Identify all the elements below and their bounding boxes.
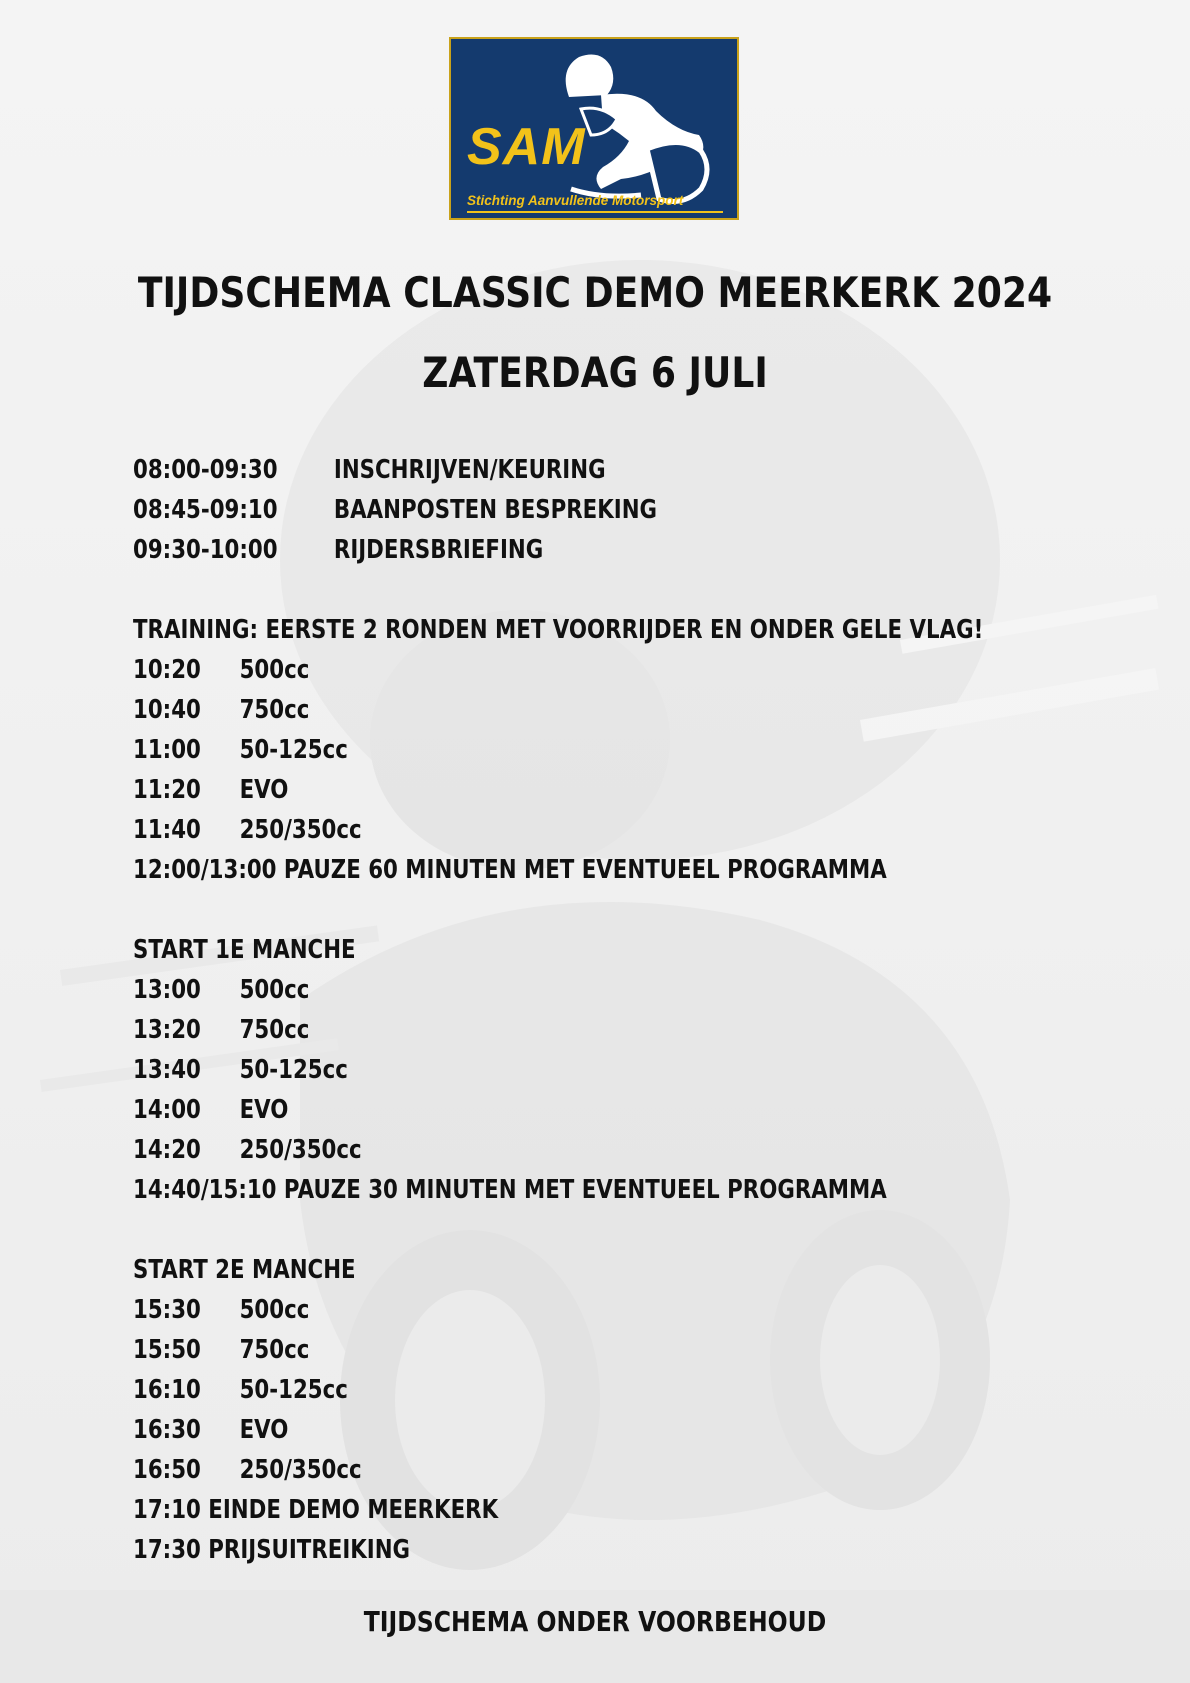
training-heading: TRAINING: EERSTE 2 RONDEN MET VOORRIJDER EN ONDER GELE VLAG! [133, 615, 984, 645]
logo-subtitle: Stichting Aanvullende Motorsport [467, 193, 684, 208]
schedule-row: 13:00 500cc [133, 975, 310, 1005]
schedule-row: 11:40 250/350cc [133, 815, 362, 845]
schedule-row: 15:30 500cc [133, 1295, 310, 1325]
schedule-row: 11:00 50-125cc [133, 735, 348, 765]
schedule-row: 10:20 500cc [133, 655, 310, 685]
end-row: 17:10 EINDE DEMO MEERKERK [133, 1495, 499, 1525]
schedule-row: 14:00 EVO [133, 1095, 289, 1125]
schedule-row: 08:00-09:30 INSCHRIJVEN/KEURING [133, 455, 606, 485]
schedule-row: 11:20 EVO [133, 775, 289, 805]
schedule-row: 08:45-09:10 BAANPOSTEN BESPREKING [133, 495, 658, 525]
break-row: 14:40/15:10 PAUZE 30 MINUTEN MET EVENTUEEL PROGRAMMA [133, 1175, 887, 1205]
schedule-row: 13:40 50-125cc [133, 1055, 348, 1085]
schedule-row: 15:50 750cc [133, 1335, 310, 1365]
schedule-row: 16:10 50-125cc [133, 1375, 348, 1405]
disclaimer: TIJDSCHEMA ONDER VOORBEHOUD [363, 1605, 827, 1638]
schedule-row: 16:30 EVO [133, 1415, 289, 1445]
schedule-row: 10:40 750cc [133, 695, 310, 725]
schedule-row: 09:30-10:00 RIJDERSBRIEFING [133, 535, 544, 565]
page-date: ZATERDAG 6 JULI [422, 348, 768, 397]
manche2-heading: START 2E MANCHE [133, 1255, 356, 1285]
schedule [133, 450, 1133, 1570]
schedule-row: 13:20 750cc [133, 1015, 310, 1045]
logo-wordmark: SAM [467, 118, 586, 176]
prize-row: 17:30 PRIJSUITREIKING [133, 1535, 411, 1565]
sam-logo [449, 37, 739, 220]
schedule-row: 14:20 250/350cc [133, 1135, 362, 1165]
page-title: TIJDSCHEMA CLASSIC DEMO MEERKERK 2024 [137, 268, 1053, 317]
logo-rule [467, 211, 723, 213]
break-row: 12:00/13:00 PAUZE 60 MINUTEN MET EVENTUEEL PROGRAMMA [133, 855, 887, 885]
schedule-row: 16:50 250/350cc [133, 1455, 362, 1485]
manche1-heading: START 1E MANCHE [133, 935, 356, 965]
